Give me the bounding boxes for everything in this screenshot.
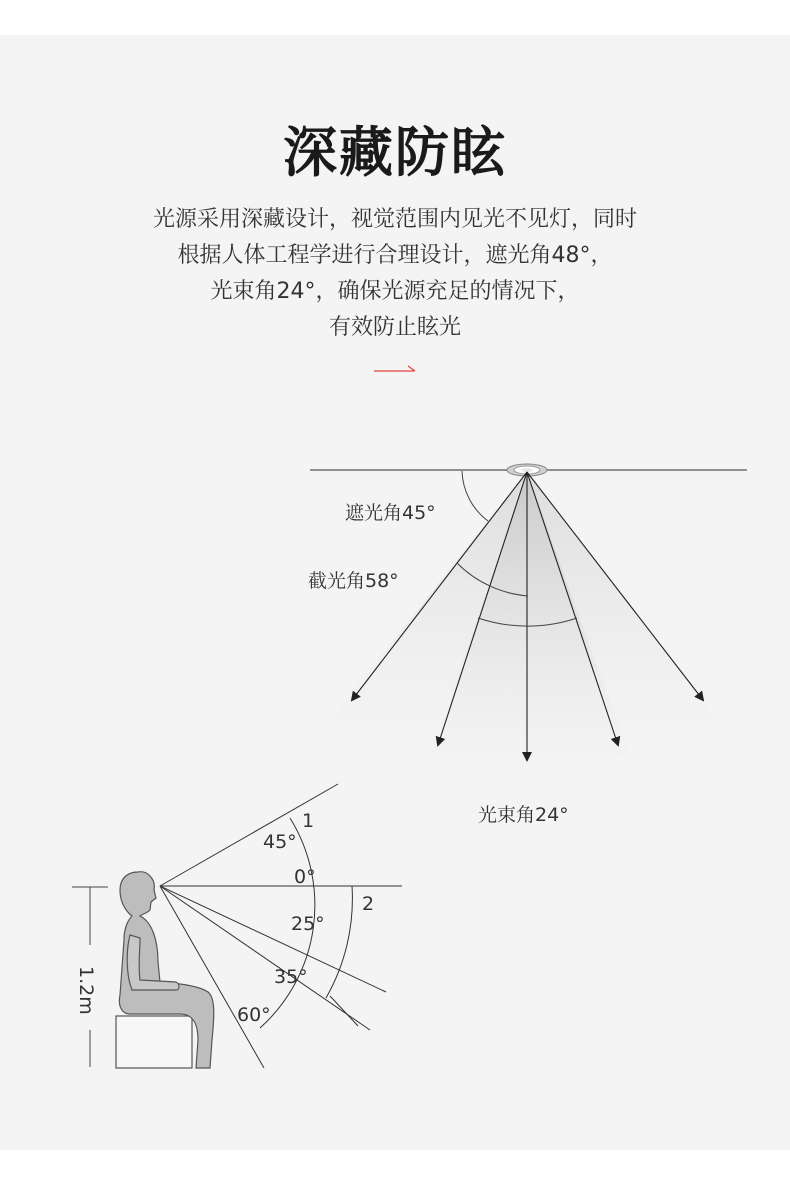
height-label: 1.2m xyxy=(75,966,97,1015)
angle-label-25: 25° xyxy=(291,913,325,935)
description-line-4: 有效防止眩光 xyxy=(328,315,461,340)
zone-label-1: 1 xyxy=(302,810,315,832)
view-arc-2 xyxy=(326,886,352,998)
beam-angle-label: 光束角24° xyxy=(478,804,569,826)
seat xyxy=(116,1016,192,1068)
person-diagram xyxy=(72,784,402,1068)
shading-angle-label: 遮光角45° xyxy=(345,502,436,524)
shading-angle-arc xyxy=(462,471,488,521)
description-line-2: 根据人体工程学进行合理设计，遮光角48°， xyxy=(177,243,613,268)
arc-tick-2 xyxy=(330,996,358,1026)
page-title: 深藏防眩 xyxy=(283,121,507,184)
description-line-1: 光源采用深藏设计，视觉范围内见光不见灯，同时 xyxy=(152,207,637,232)
lamp-diagram xyxy=(308,464,747,826)
cutoff-angle-label: 截光角58° xyxy=(308,570,399,592)
angle-label-0: 0° xyxy=(294,866,316,888)
angle-label-45: 45° xyxy=(263,831,297,853)
angle-label-60: 60° xyxy=(237,1004,271,1026)
angle-label-35: 35° xyxy=(274,966,308,988)
zone-label-2: 2 xyxy=(362,893,375,915)
description-line-3: 光束角24°，确保光源充足的情况下， xyxy=(210,279,580,304)
